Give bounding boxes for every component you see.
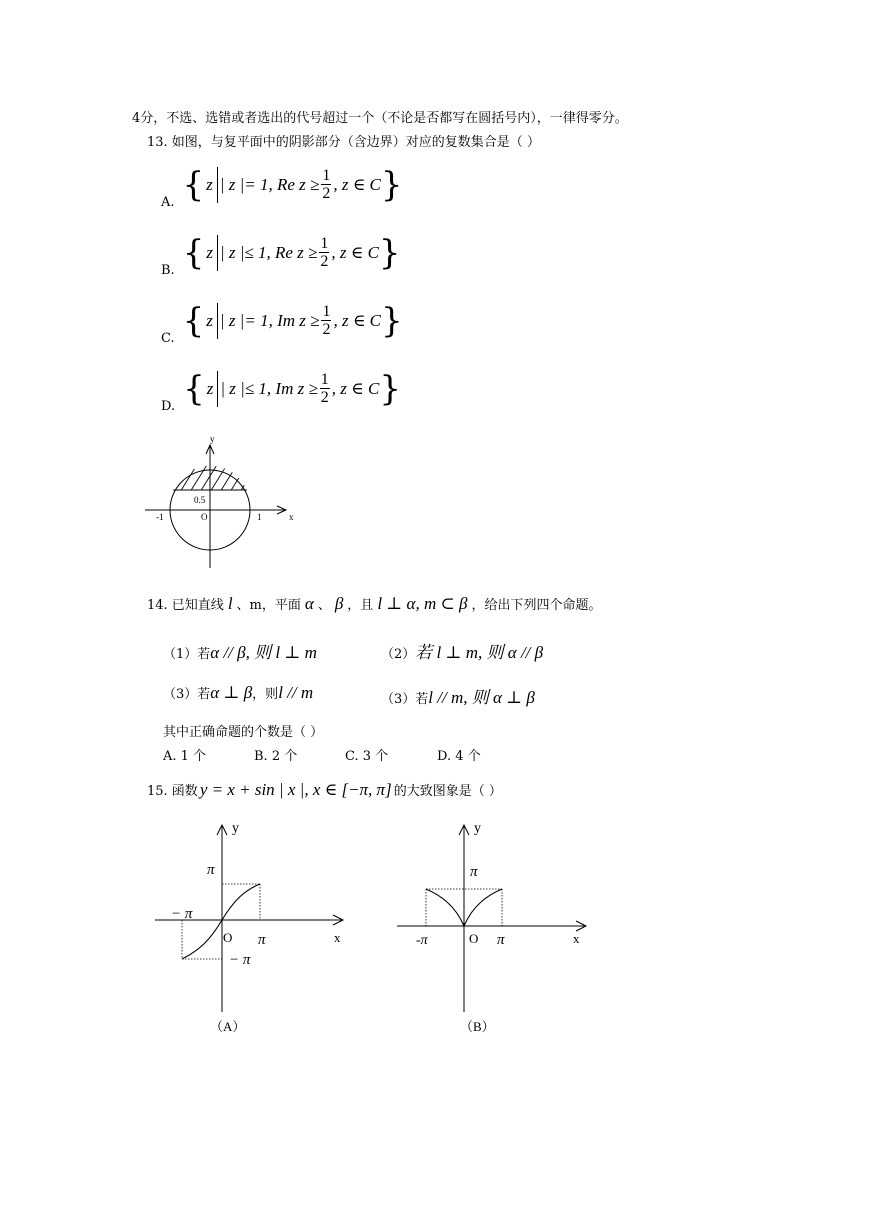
plane-alpha: α — [304, 594, 314, 613]
set-condition: | z |= 1, Im z ≥ — [219, 311, 320, 330]
q15-function: y = x + sin | x |, x ∈ [−π, π] — [199, 780, 392, 799]
prop-mid: ，则 — [252, 687, 279, 702]
x-label: x — [573, 931, 580, 946]
right-brace: } — [381, 301, 403, 341]
q15-stem-pre: 15. 函数 — [147, 784, 198, 799]
prop-prefix: （3）若 — [163, 687, 211, 702]
set-tail: , z ∈ C — [333, 175, 381, 194]
fraction: $\frac{1}{2}$ — [322, 303, 331, 338]
q14-stem-dun: 、 — [317, 598, 331, 613]
right-brace: } — [380, 165, 403, 205]
q13-figure — [140, 432, 300, 572]
y-label: y — [210, 434, 215, 444]
q14-stem — [147, 594, 601, 614]
option-label: D. — [161, 399, 176, 414]
neg-pi-label-x: -π — [416, 933, 428, 948]
q14-prop-4 — [381, 683, 535, 708]
prop-math: α // β, 则 l ⊥ m — [210, 643, 317, 662]
origin-label: O — [469, 931, 479, 946]
q13-option-a — [161, 160, 403, 210]
q14-choice-c: C. 3 个 — [345, 749, 389, 764]
y-label: y — [474, 821, 481, 836]
set-condition: | z |= 1, Re z ≥ — [219, 175, 320, 194]
pi-label-y: π — [207, 862, 215, 878]
fraction: $\frac{1}{2}$ — [320, 235, 329, 270]
line-l: l — [227, 594, 233, 613]
q14-stem-qie: ，且 — [347, 598, 374, 613]
one-label: 1 — [257, 512, 262, 522]
q15-graph-a — [150, 815, 370, 1035]
pi-label-x: π — [258, 932, 266, 948]
q14-stem-pre: 14. 已知直线 — [147, 598, 224, 613]
q14-prop-3 — [163, 683, 313, 703]
set-var: z — [206, 175, 213, 194]
prop-math: l // m, 则 α ⊥ β — [428, 688, 535, 707]
graph-caption: （A） — [210, 1019, 246, 1034]
set-bar — [217, 371, 218, 407]
left-brace: { — [183, 369, 205, 409]
curve — [182, 884, 260, 959]
half-label: 0.5 — [194, 495, 206, 505]
pi-label-y: π — [470, 864, 478, 880]
y-label: y — [232, 821, 239, 836]
set-tail: , z ∈ C — [331, 243, 379, 262]
prop-math: α ⊥ β — [210, 683, 253, 702]
q14-stem-mid: 、m，平面 — [236, 598, 301, 613]
intro-line: 4分，不选、选错或者选出的代号超过一个（不论是否都写在圆括号内），一律得零分。 — [132, 111, 628, 126]
set-var: z — [206, 379, 214, 398]
x-label: x — [289, 512, 294, 522]
fraction: $\frac{1}{2}$ — [322, 167, 331, 202]
neg-one-label: -1 — [156, 512, 164, 522]
x-label: x — [334, 930, 341, 945]
q15-stem-post: 的大致图象是（ ） — [393, 784, 502, 799]
set-condition: | z |≤ 1, Re z ≥ — [219, 243, 318, 262]
fraction: $\frac{1}{2}$ — [320, 371, 329, 406]
set-var: z — [206, 311, 213, 330]
q13-option-b — [161, 228, 401, 278]
origin-label: O — [201, 512, 208, 522]
left-brace: { — [182, 301, 205, 341]
right-brace: } — [379, 369, 401, 409]
pi-label-x: π — [497, 932, 505, 948]
option-label: C. — [161, 331, 175, 346]
q14-stem-post: ，给出下列四个命题。 — [471, 598, 602, 613]
option-label: A. — [161, 195, 175, 210]
prop-prefix: （2） — [381, 647, 416, 662]
q14-choice-d: D. 4 个 — [437, 749, 481, 764]
shaded-cap — [165, 460, 270, 500]
set-bar — [217, 235, 218, 271]
set-condition: | z |≤ 1, Im z ≥ — [220, 379, 318, 398]
prop-math: 若 l ⊥ m, 则 α // β — [415, 643, 544, 662]
q13-option-c — [161, 296, 403, 346]
q13-stem: 13. 如图，与复平面中的阴影部分（含边界）对应的复数集合是（ ） — [147, 135, 540, 150]
q14-choice-a: A. 1 个 — [163, 749, 207, 764]
set-bar — [217, 303, 218, 339]
prop-math-2: l // m — [278, 683, 314, 702]
left-brace: { — [182, 233, 205, 273]
plane-beta: β — [334, 594, 344, 613]
set-bar — [217, 167, 218, 203]
q13-option-d — [161, 364, 401, 414]
q14-condition: l ⊥ α, m ⊂ β — [377, 594, 468, 613]
set-tail: , z ∈ C — [333, 311, 382, 330]
right-brace: } — [378, 233, 401, 273]
neg-pi-label-y: − π — [229, 952, 251, 968]
q14-prop-2 — [381, 638, 543, 663]
q14-choice-b: B. 2 个 — [254, 749, 298, 764]
graph-caption: （B） — [460, 1019, 495, 1034]
prop-prefix: （3）若 — [381, 692, 429, 707]
set-var: z — [206, 243, 213, 262]
origin-label: O — [223, 930, 233, 945]
q14-count-line: 其中正确命题的个数是（ ） — [163, 725, 324, 740]
prop-prefix: （1）若 — [163, 647, 211, 662]
neg-pi-label-x: − π — [171, 906, 193, 922]
set-tail: , z ∈ C — [331, 379, 380, 398]
q14-prop-1 — [163, 638, 317, 663]
left-brace: { — [182, 165, 205, 205]
q15-stem — [147, 780, 502, 800]
q15-graph-b — [390, 815, 600, 1035]
option-label: B. — [161, 263, 175, 278]
